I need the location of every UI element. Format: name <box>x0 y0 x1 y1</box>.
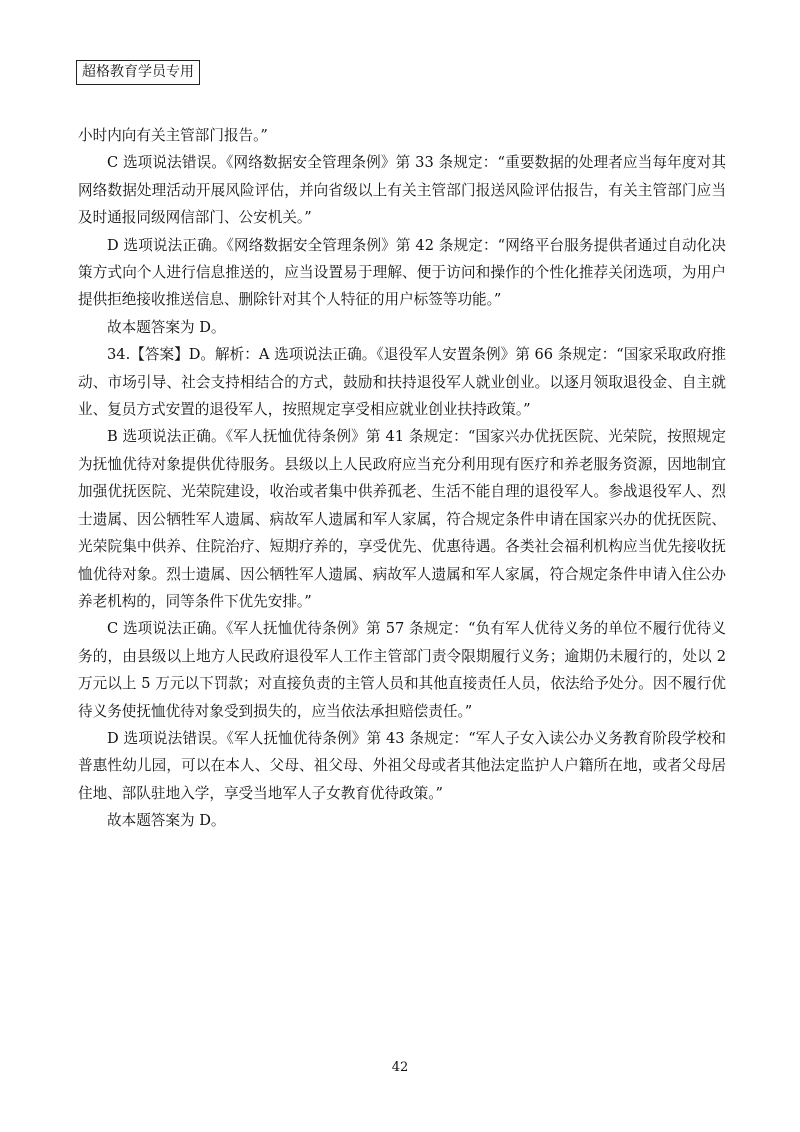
page-number: 42 <box>391 1060 409 1075</box>
paragraph-option-c-network: C 选项说法错误。《网络数据安全管理条例》第 33 条规定：“重要数据的处理者应当每年度对其网络数据处理活动开展风险评估，并向省级以上有关主管部门报送风险评估报告，有关主管部门应当及时通报同级网信部门、公安机关。” <box>78 154 726 227</box>
document-body <box>78 122 726 835</box>
paragraph-option-b-military: B 选项说法正确。《军人抚恤优待条例》第 41 条规定：“国家兴办优抚医院、光荣院，按照规定为抚恤优待对象提供优待服务。县级以上人民政府应当充分利用现有医疗和养老服务资源，因地制宜加强优抚医院、光荣院建设，收治或者集中供养孤老、生活不能自理的退役军人。参战退役军人、烈士遗属、因公牺牲军人遗属、病故军人遗属和军人家属，符合规定条件申请在国家兴办的优抚医院、光荣院集中供养、住院治疗、短期疗养的，享受优先、优惠待遇。各类社会福利机构应当优先接收抚恤优待对象。烈士遗属、因公牺牲军人遗属、病故军人遗属和军人家属，符合规定条件申请入住公办养老机构的，同等条件下优先安排。” <box>78 428 726 610</box>
paragraph-answer-33: 故本题答案为 D。 <box>107 318 226 336</box>
paragraph-continuation: 小时内向有关主管部门报告。” <box>78 127 268 144</box>
paragraph-option-d-military: D 选项说法错误。《军人抚恤优待条例》第 43 条规定：“军人子女入读公办义务教育阶段学校和普惠性幼儿园，可以在本人、父母、祖父母、外祖父母或者其他法定监护人户籍所在地，或者父母居住地、部队驻地入学，享受当地军人子女教育优待政策。” <box>78 729 726 802</box>
paragraph-option-d-network: D 选项说法正确。《网络数据安全管理条例》第 42 条规定：“网络平台服务提供者通过自动化决策方式向个人进行信息推送的，应当设置易于理解、便于访问和操作的个性化推荐关闭选项，为用户提供拒绝接收推送信息、删除针对其个人特征的用户标签等功能。” <box>78 236 726 309</box>
paragraph-option-c-military: C 选项说法正确。《军人抚恤优待条例》第 57 条规定：“负有军人优待义务的单位不履行优待义务的，由县级以上地方人民政府退役军人工作主管部门责令限期履行义务；逾期仍未履行的，处以 2 万元以上 5 万元以下罚款；对直接负责的主管人员和其他直接责任人员，依法给予处分。因不履行优待义务使抚恤优待对象受到损失的，应当依法承担赔偿责任。” <box>78 620 726 720</box>
header-badge: 超格教育学员专用 <box>76 60 200 85</box>
paragraph-question-34-option-a: 34.【答案】D。解析：A 选项说法正确。《退役军人安置条例》第 66 条规定：“国家采取政府推动、市场引导、社会支持相结合的方式，鼓励和扶持退役军人就业创业。以逐月领取退役金、自主就业、复员方式安置的退役军人，按照规定享受相应就业创业扶持政策。” <box>78 346 726 419</box>
paragraph-answer-34: 故本题答案为 D。 <box>107 812 226 830</box>
